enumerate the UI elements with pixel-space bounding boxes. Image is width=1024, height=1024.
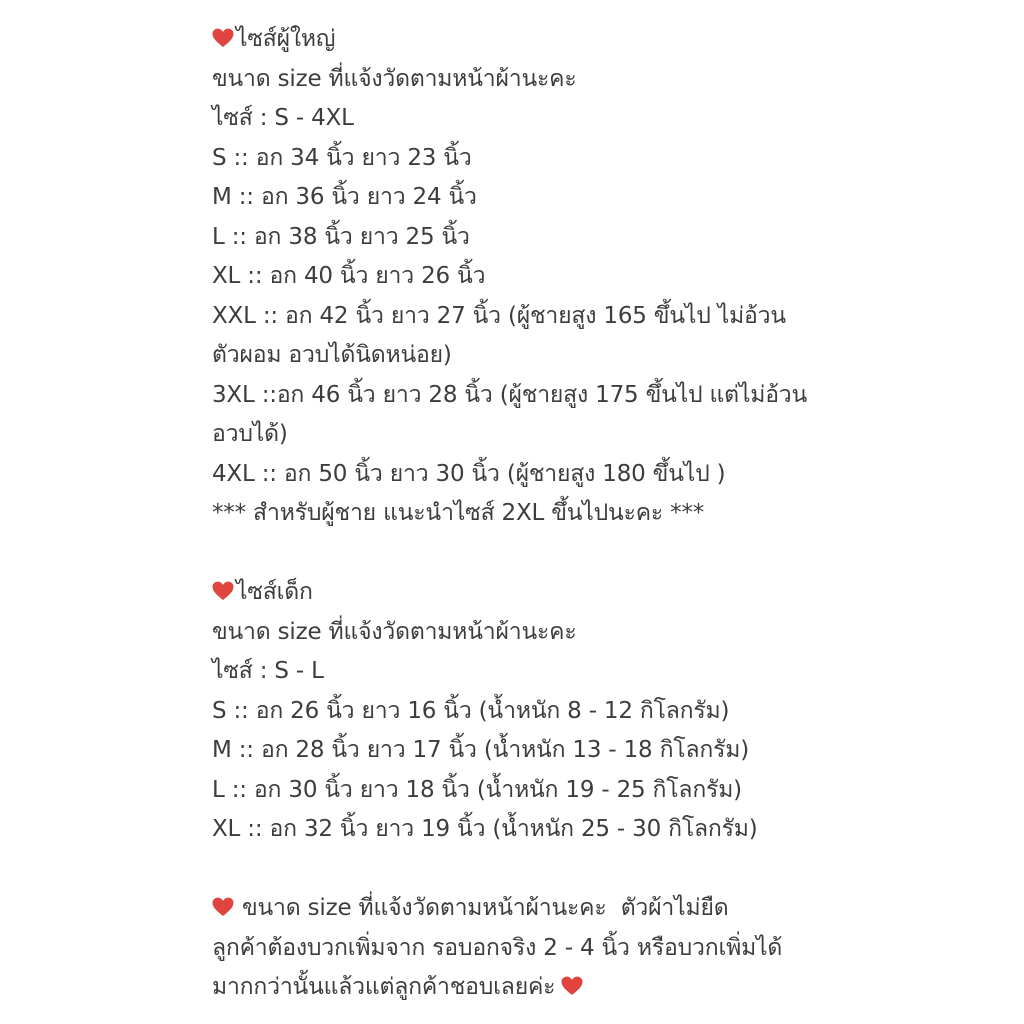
kids-size-range: ไซส์ : S - L (212, 658, 324, 684)
adult-size-row: ตัวผอม อวบได้นิดหน่อย) (212, 342, 452, 368)
adult-size-range: ไซส์ : S - 4XL (212, 105, 354, 131)
heart-icon (561, 976, 583, 996)
adult-measure-note: ขนาด size ที่แจ้งวัดตามหน้าผ้านะคะ (212, 65, 577, 92)
adult-size-row: L :: อก 38 นิ้ว ยาว 25 นิ้ว (212, 223, 470, 250)
footer-line (212, 968, 1002, 1008)
heart-shape (213, 582, 234, 600)
adult-size-row: 3XL ::อก 46 นิ้ว ยาว 28 นิ้ว (ผู้ชายสูง 175 ขึ้นไป แต่ไม่อ้วน (212, 381, 808, 408)
heart-shape (562, 977, 583, 995)
heart-icon (212, 897, 234, 917)
footer-line-text: มากกว่านั้นแล้วแต่ลูกค้าชอบเลยค่ะ (212, 974, 556, 1000)
adult-heading (212, 20, 1002, 60)
heart-shape (213, 29, 234, 47)
kids-size-row: XL :: อก 32 นิ้ว ยาว 19 นิ้ว (น้ำหนัก 25 - 30 กิโลกรัม) (212, 816, 758, 842)
footer-line (212, 889, 1002, 929)
adult-recommendation: *** สำหรับผู้ชาย แนะนำไซส์ 2XL ขึ้นไปนะคะ *** (212, 500, 705, 526)
kids-size-row: S :: อก 26 นิ้ว ยาว 16 นิ้ว (น้ำหนัก 8 - 12 กิโลกรัม) (212, 697, 730, 724)
adult-size-row: XXL :: อก 42 นิ้ว ยาว 27 นิ้ว (ผู้ชายสูง 165 ขึ้นไป ไม่อ้วน (212, 302, 786, 329)
adult-size-row: XL :: อก 40 นิ้ว ยาว 26 นิ้ว (212, 263, 486, 289)
kids-heading-text: ไซส์เด็ก (236, 579, 313, 605)
footer-line-text: ขนาด size ที่แจ้งวัดตามหน้าผ้านะคะ ตัวผ้าไม่ยืด (242, 895, 729, 921)
kids-measure-note: ขนาด size ที่แจ้งวัดตามหน้าผ้านะคะ (212, 618, 577, 645)
adult-size-row: M :: อก 36 นิ้ว ยาว 24 นิ้ว (212, 184, 477, 210)
section-spacer (212, 850, 1002, 890)
footer-line: ลูกค้าต้องบวกเพิ่มจาก รอบอกจริง 2 - 4 นิ้ว หรือบวกเพิ่มได้ (212, 934, 783, 961)
size-chart-text (212, 20, 1002, 1008)
kids-heading (212, 573, 1002, 613)
adult-size-row: อวบได้) (212, 421, 288, 447)
section-spacer (212, 534, 1002, 574)
adult-size-row: S :: อก 34 นิ้ว ยาว 23 นิ้ว (212, 144, 472, 171)
adult-heading-text: ไซส์ผู้ใหญ่ (236, 26, 336, 52)
heart-icon (212, 581, 234, 601)
kids-size-row: M :: อก 28 นิ้ว ยาว 17 นิ้ว (น้ำหนัก 13 - 18 กิโลกรัม) (212, 737, 749, 763)
kids-size-row: L :: อก 30 นิ้ว ยาว 18 นิ้ว (น้ำหนัก 19 - 25 กิโลกรัม) (212, 776, 742, 803)
adult-size-row: 4XL :: อก 50 นิ้ว ยาว 30 นิ้ว (ผู้ชายสูง 180 ขึ้นไป ) (212, 460, 726, 487)
heart-icon (212, 28, 234, 48)
heart-shape (213, 898, 234, 916)
